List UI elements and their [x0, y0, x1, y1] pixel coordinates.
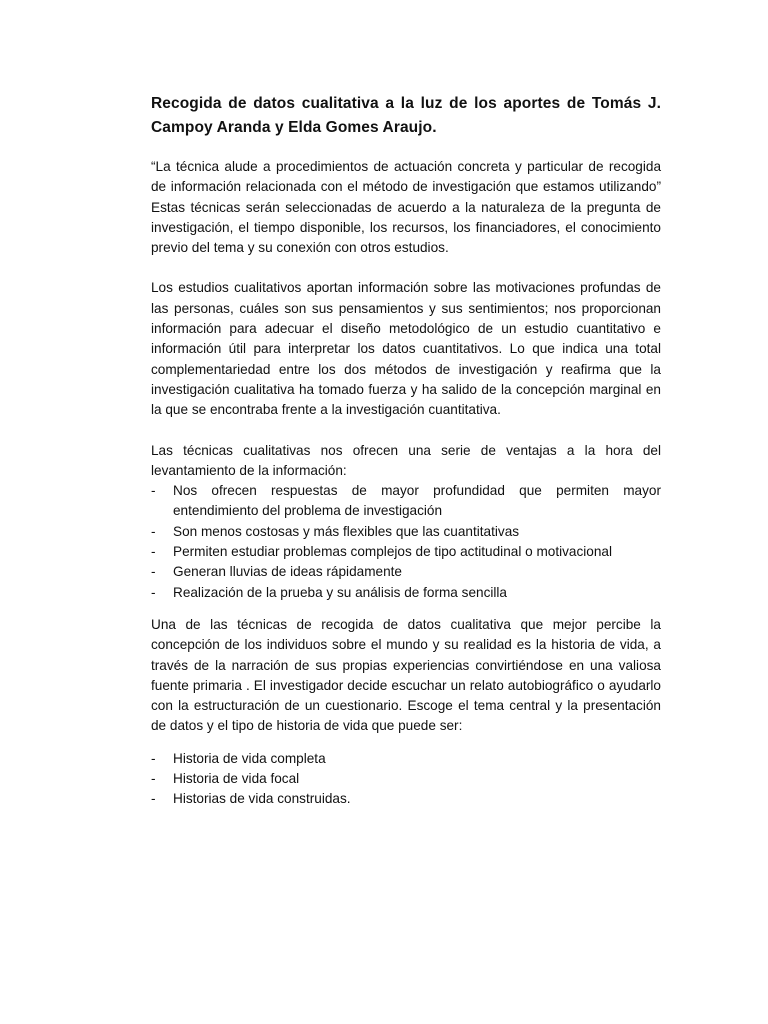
list-item: [151, 522, 661, 542]
list-dash: -: [151, 791, 156, 807]
list-dash: -: [151, 750, 156, 766]
paragraph-advantages-intro: Las técnicas cualitativas nos ofrecen una serie de ventajas a la hora del levantamiento de la información:: [151, 442, 661, 478]
list-item: [151, 749, 661, 769]
list-dash: -: [151, 483, 156, 499]
list-dash: -: [151, 771, 156, 787]
paragraph-life-story: Una de las técnicas de recogida de datos cualitativa que mejor percibe la concepción de los individuos sobre el mundo y su realidad es la historia de vida, a través de la narración de sus propias experiencias convirtiéndose en una valiosa fuente primaria . El investigador decide escuchar un relato autobiográfico o ayudarlo con la estructuración de un cuestionario. Escoge el tema central y la presentación de datos y el tipo de historia de vida que puede ser:: [151, 616, 661, 734]
life-story-types-list: [151, 749, 661, 810]
list-item-text: Realización de la prueba y su análisis de forma sencilla: [173, 584, 507, 600]
list-item-text: Son menos costosas y más flexibles que las cuantitativas: [173, 523, 520, 539]
list-item: [151, 562, 661, 582]
list-item: [151, 789, 661, 809]
list-item-text: Nos ofrecen respuestas de mayor profundidad que permiten mayor entendimiento del problema de investigación: [173, 483, 661, 519]
spacer: [151, 737, 661, 749]
list-item: [151, 583, 661, 603]
list-item-text: Historia de vida completa: [173, 750, 326, 766]
spacer: [151, 258, 661, 278]
spacer: [151, 421, 661, 441]
list-item-text: Permiten estudiar problemas complejos de tipo actitudinal o motivacional: [173, 544, 613, 560]
document-title: Recogida de datos cualitativa a la luz de los aportes de Tomás J. Campoy Aranda y Elda Gomes Araujo.: [151, 95, 661, 136]
list-dash: -: [151, 584, 156, 600]
list-item-text: Historia de vida focal: [173, 771, 300, 787]
list-item-text: Historias de vida construidas.: [173, 791, 351, 807]
paragraph-qualitative-studies: Los estudios cualitativos aportan información sobre las motivaciones profundas de las personas, cuáles son sus pensamientos y sus sentimientos; nos proporcionan información para adecuar el diseño metodológico de un estudio cuantitativo e información útil para interpretar los datos cuantitativos. Lo que indica una total complementariedad entre los dos métodos de investigación y reafirma que la investigación cualitativa ha tomado fuerza y ha salido de la concepción marginal en la que se encontraba frente a la investigación cuantitativa.: [151, 280, 661, 418]
list-item: [151, 481, 661, 522]
list-item: [151, 542, 661, 562]
advantages-list: [151, 481, 661, 603]
list-dash: -: [151, 544, 156, 560]
list-item: [151, 769, 661, 789]
document-page: [151, 92, 661, 810]
paragraph-technique-definition: “La técnica alude a procedimientos de actuación concreta y particular de recogida de información relacionada con el método de investigación que estamos utilizando” Estas técnicas serán seleccionadas de acuerdo a la naturaleza de la pregunta de investigación, el tiempo disponible, los recursos, los financiadores, el conocimiento previo del tema y su conexión con otros estudios.: [151, 159, 661, 256]
list-item-text: Generan lluvias de ideas rápidamente: [173, 564, 402, 580]
list-dash: -: [151, 564, 156, 580]
spacer: [151, 603, 661, 615]
list-dash: -: [151, 523, 156, 539]
